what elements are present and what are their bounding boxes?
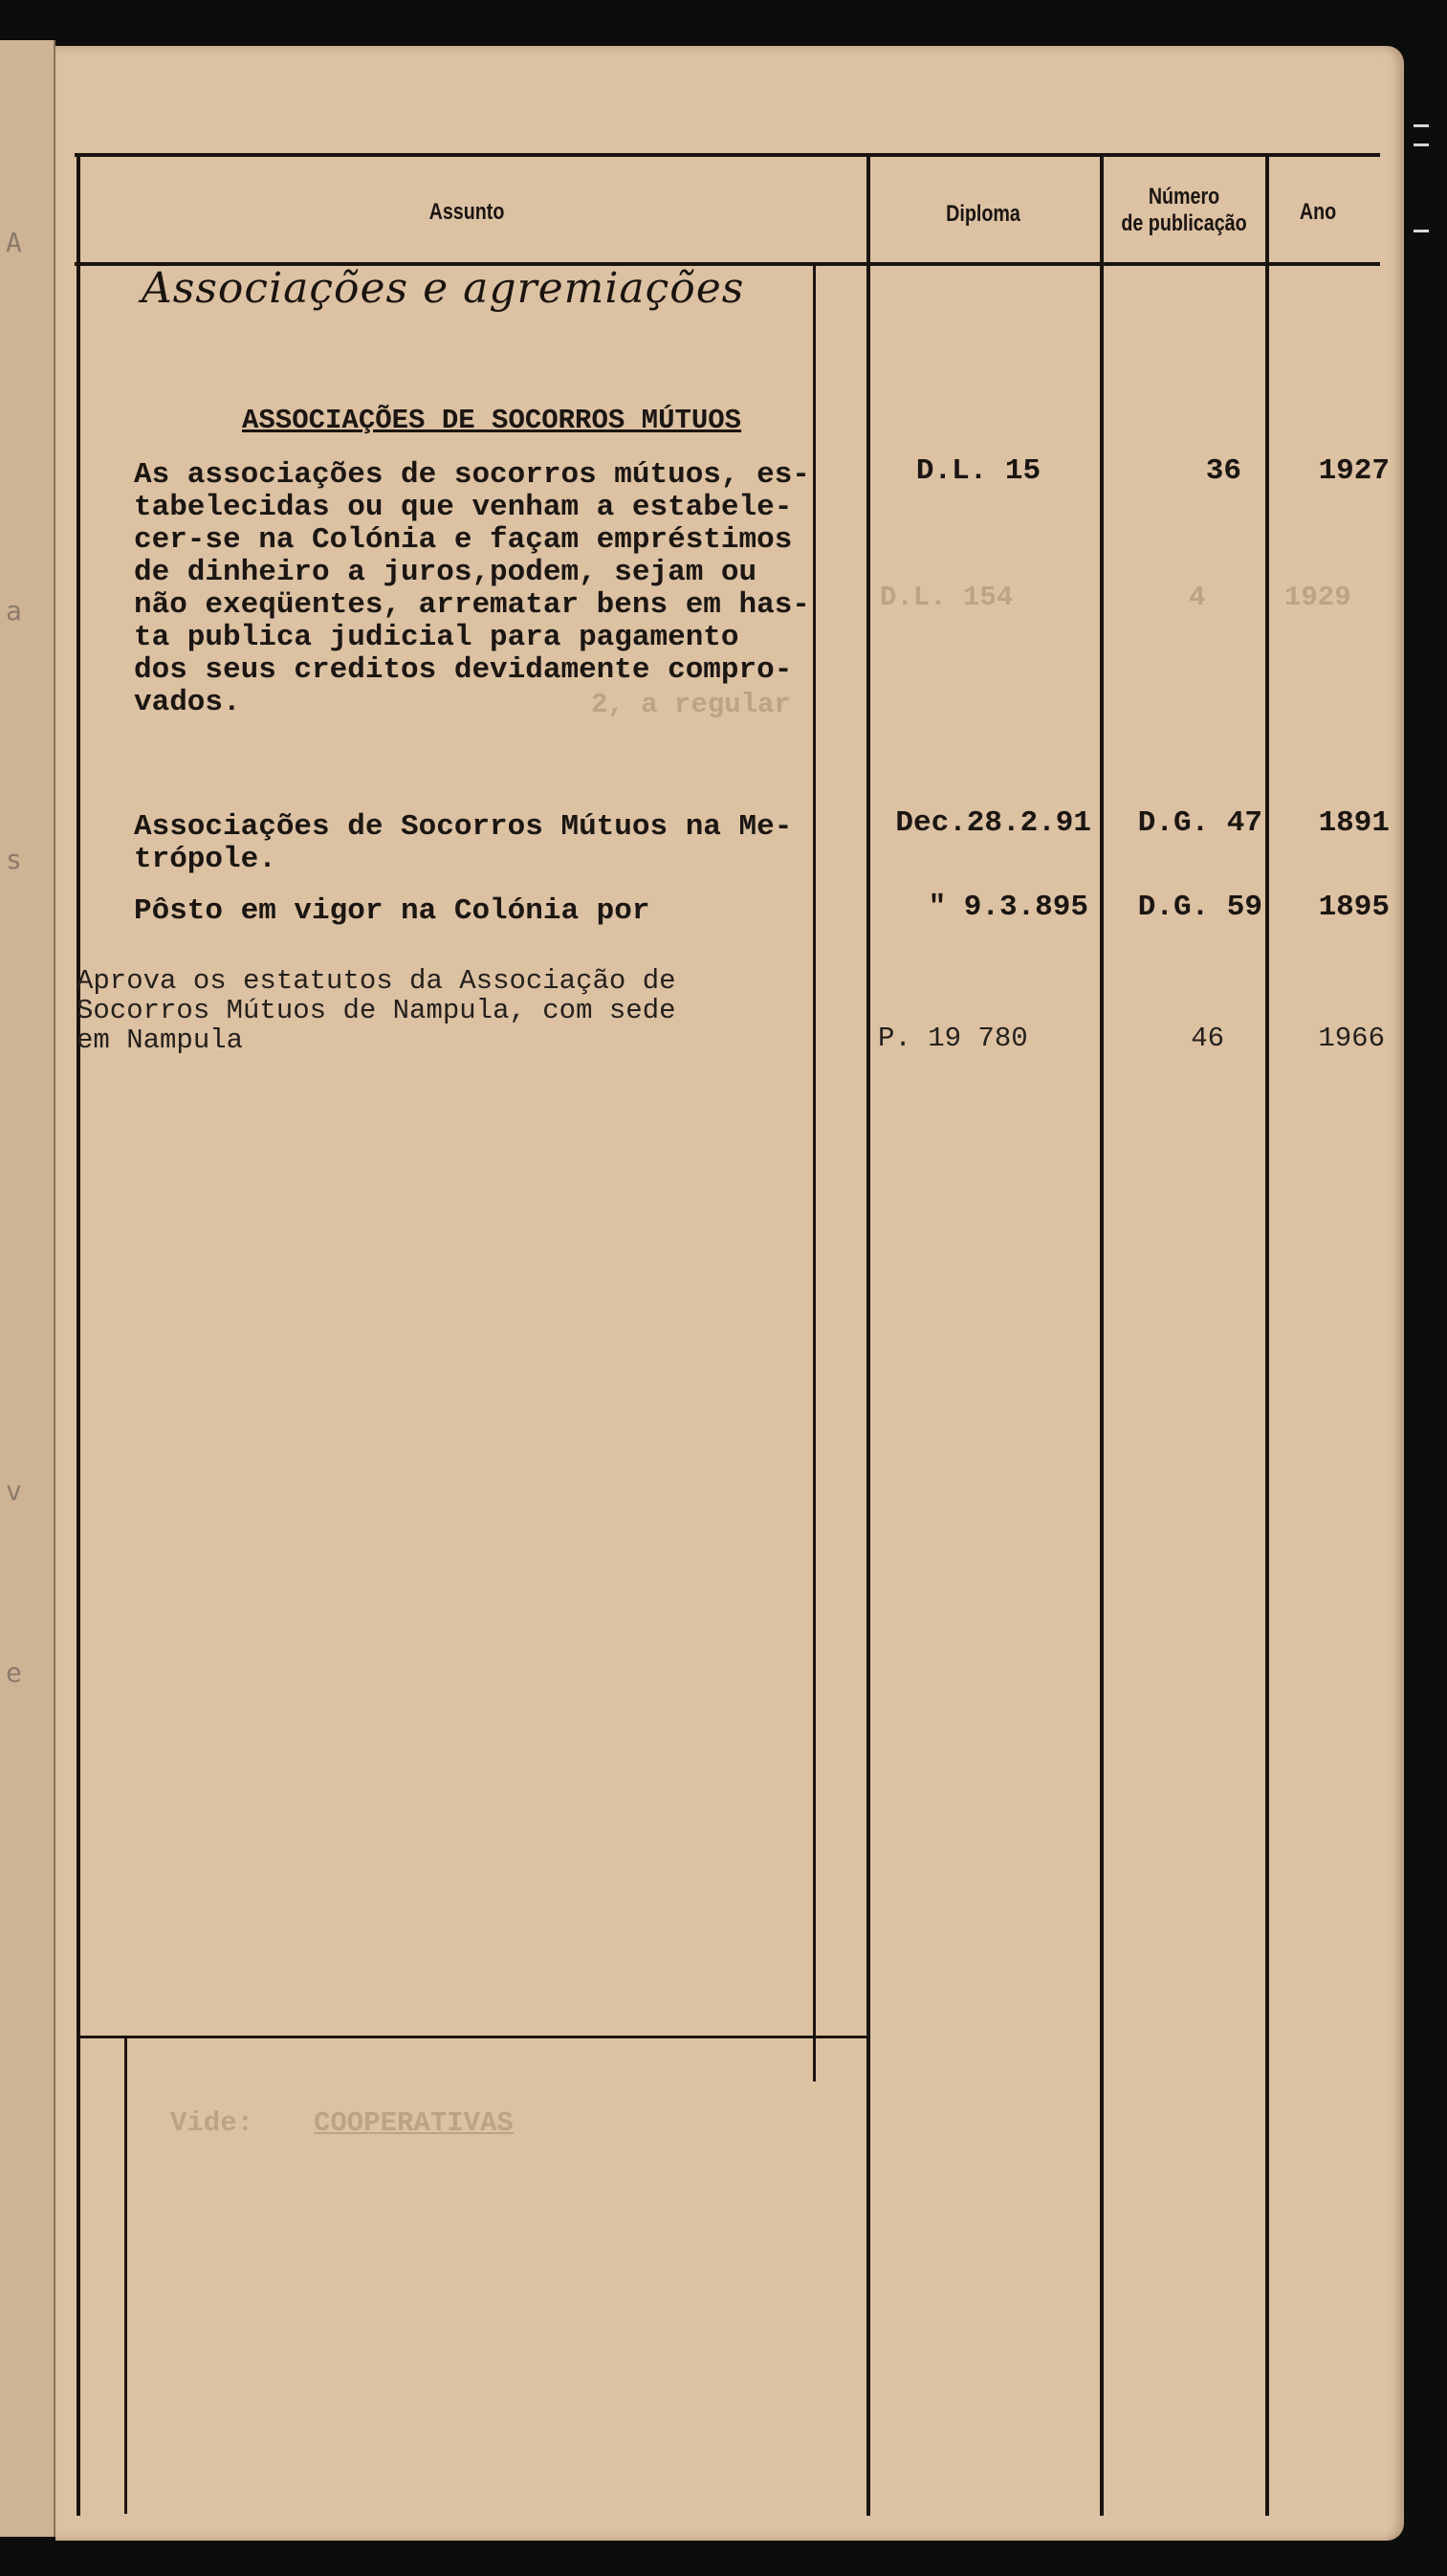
header-diploma: Diploma: [946, 201, 1020, 227]
facing-page-fragment: a: [6, 595, 22, 627]
edge-mark: [1414, 230, 1429, 232]
entry-ano: 1891: [1318, 806, 1390, 840]
entry-assunto: Associações de Socorros Mútuos na Me- trópole.: [134, 810, 793, 876]
entry-diploma: P. 19 780: [878, 1023, 1028, 1054]
facing-page-fragment: e: [6, 1657, 22, 1688]
facing-page-fragment: s: [6, 844, 22, 875]
entry-numero: 46: [1191, 1023, 1224, 1054]
entry-diploma: Dec.28.2.91: [895, 806, 1091, 840]
entry-diploma: " 9.3.895: [928, 891, 1088, 924]
ghost-footer-value: COOPERATIVAS: [314, 2107, 514, 2139]
header-numero: Número de publicação: [1121, 184, 1247, 236]
ghost-diploma: D.L. 154: [880, 582, 1014, 613]
entry-assunto: Pôsto em vigor na Colónia por: [134, 894, 650, 928]
ghost-footer-label: Vide:: [170, 2107, 254, 2139]
top-double-rule: [75, 153, 1380, 157]
numero-left-rule: [1100, 153, 1104, 2516]
facing-page-edge: [0, 40, 55, 2537]
ano-left-rule: [1265, 153, 1269, 2516]
entry-ano: 1895: [1318, 891, 1390, 924]
facing-page-fragment: v: [6, 1475, 22, 1507]
facing-page-fragment: A: [6, 227, 22, 258]
lower-box-inner-rule: [124, 2036, 127, 2514]
entry-numero: D.G. 47: [1137, 806, 1262, 840]
index-card: [55, 46, 1404, 2541]
background-edge: [1404, 57, 1447, 2544]
entry-diploma: D.L. 15: [915, 454, 1041, 488]
entry-assunto: Aprova os estatutos da Associação de Socorros Mútuos de Nampula, com sede em Nampula: [77, 965, 676, 1056]
ghost-numero: 4: [1189, 582, 1206, 613]
entry-ano: 1966: [1318, 1023, 1385, 1054]
entry-ano: 1927: [1318, 454, 1390, 488]
section-title: ASSOCIAÇÕES DE SOCORROS MÚTUOS: [242, 405, 742, 436]
entry-numero: 36: [1205, 454, 1241, 488]
header-ano: Ano: [1299, 199, 1337, 225]
lower-box-top-rule: [77, 2036, 870, 2038]
edge-mark: [1414, 124, 1429, 127]
edge-mark: [1414, 143, 1429, 146]
subject-handwritten: Associações e agremiações: [142, 264, 745, 313]
entry-numero: D.G. 59: [1137, 891, 1262, 924]
left-margin-rule: [77, 153, 80, 2516]
ghost-line: 2, a regular: [591, 689, 791, 720]
ghost-ano: 1929: [1284, 582, 1351, 613]
entry-assunto: As associações de socorros mútuos, es- tabelecidas ou que venham a estabele- cer-se na Colónia e façam empréstimos de dinheiro a juros,podem, sejam ou não exeqüentes, arrematar bens em has- ta publica judicial para pagamento dos seus creditos devidamente compro- vados.: [134, 458, 810, 719]
header-assunto: Assunto: [428, 199, 505, 225]
